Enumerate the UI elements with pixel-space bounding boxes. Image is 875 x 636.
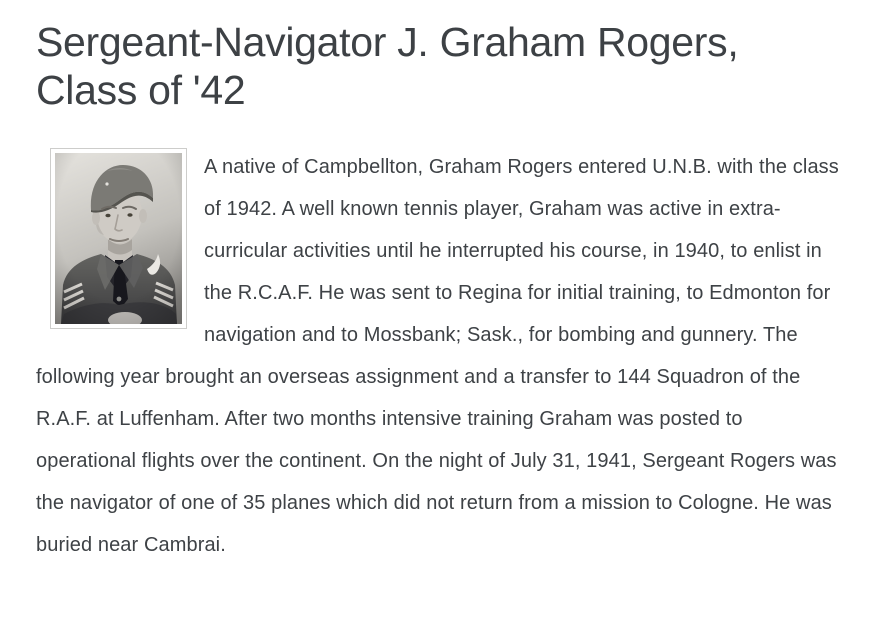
page-title-line1: Sergeant-Navigator J. Graham Rogers, xyxy=(36,19,739,65)
biography-text: A native of Campbellton, Graham Rogers entered U.N.B. with the class of 1942. A well known tennis player, Graham was active in extra-curricular activities until he interrupted his course, in 1940, to enlist in the R.C.A.F. He was sent to Regina for initial training, to Edmonton for navigation and to Mossbank; Sask., for bombing and gunnery. The following year brought an overseas assignment and a transfer to 144 Squadron of the R.A.F. at Luffenham. After two months intensive training Graham was posted to operational flights over the continent. On the night of July 31, 1941, Sergeant Rogers was the navigator of one of 35 planes which did not return from a mission to Cologne. He was buried near Cambrai. xyxy=(36,156,839,556)
portrait-photo-image xyxy=(55,153,182,324)
portrait-photo xyxy=(50,148,187,329)
biography-section xyxy=(36,146,841,566)
page-title-line2: Class of '42 xyxy=(36,67,246,113)
page-title xyxy=(36,18,841,114)
